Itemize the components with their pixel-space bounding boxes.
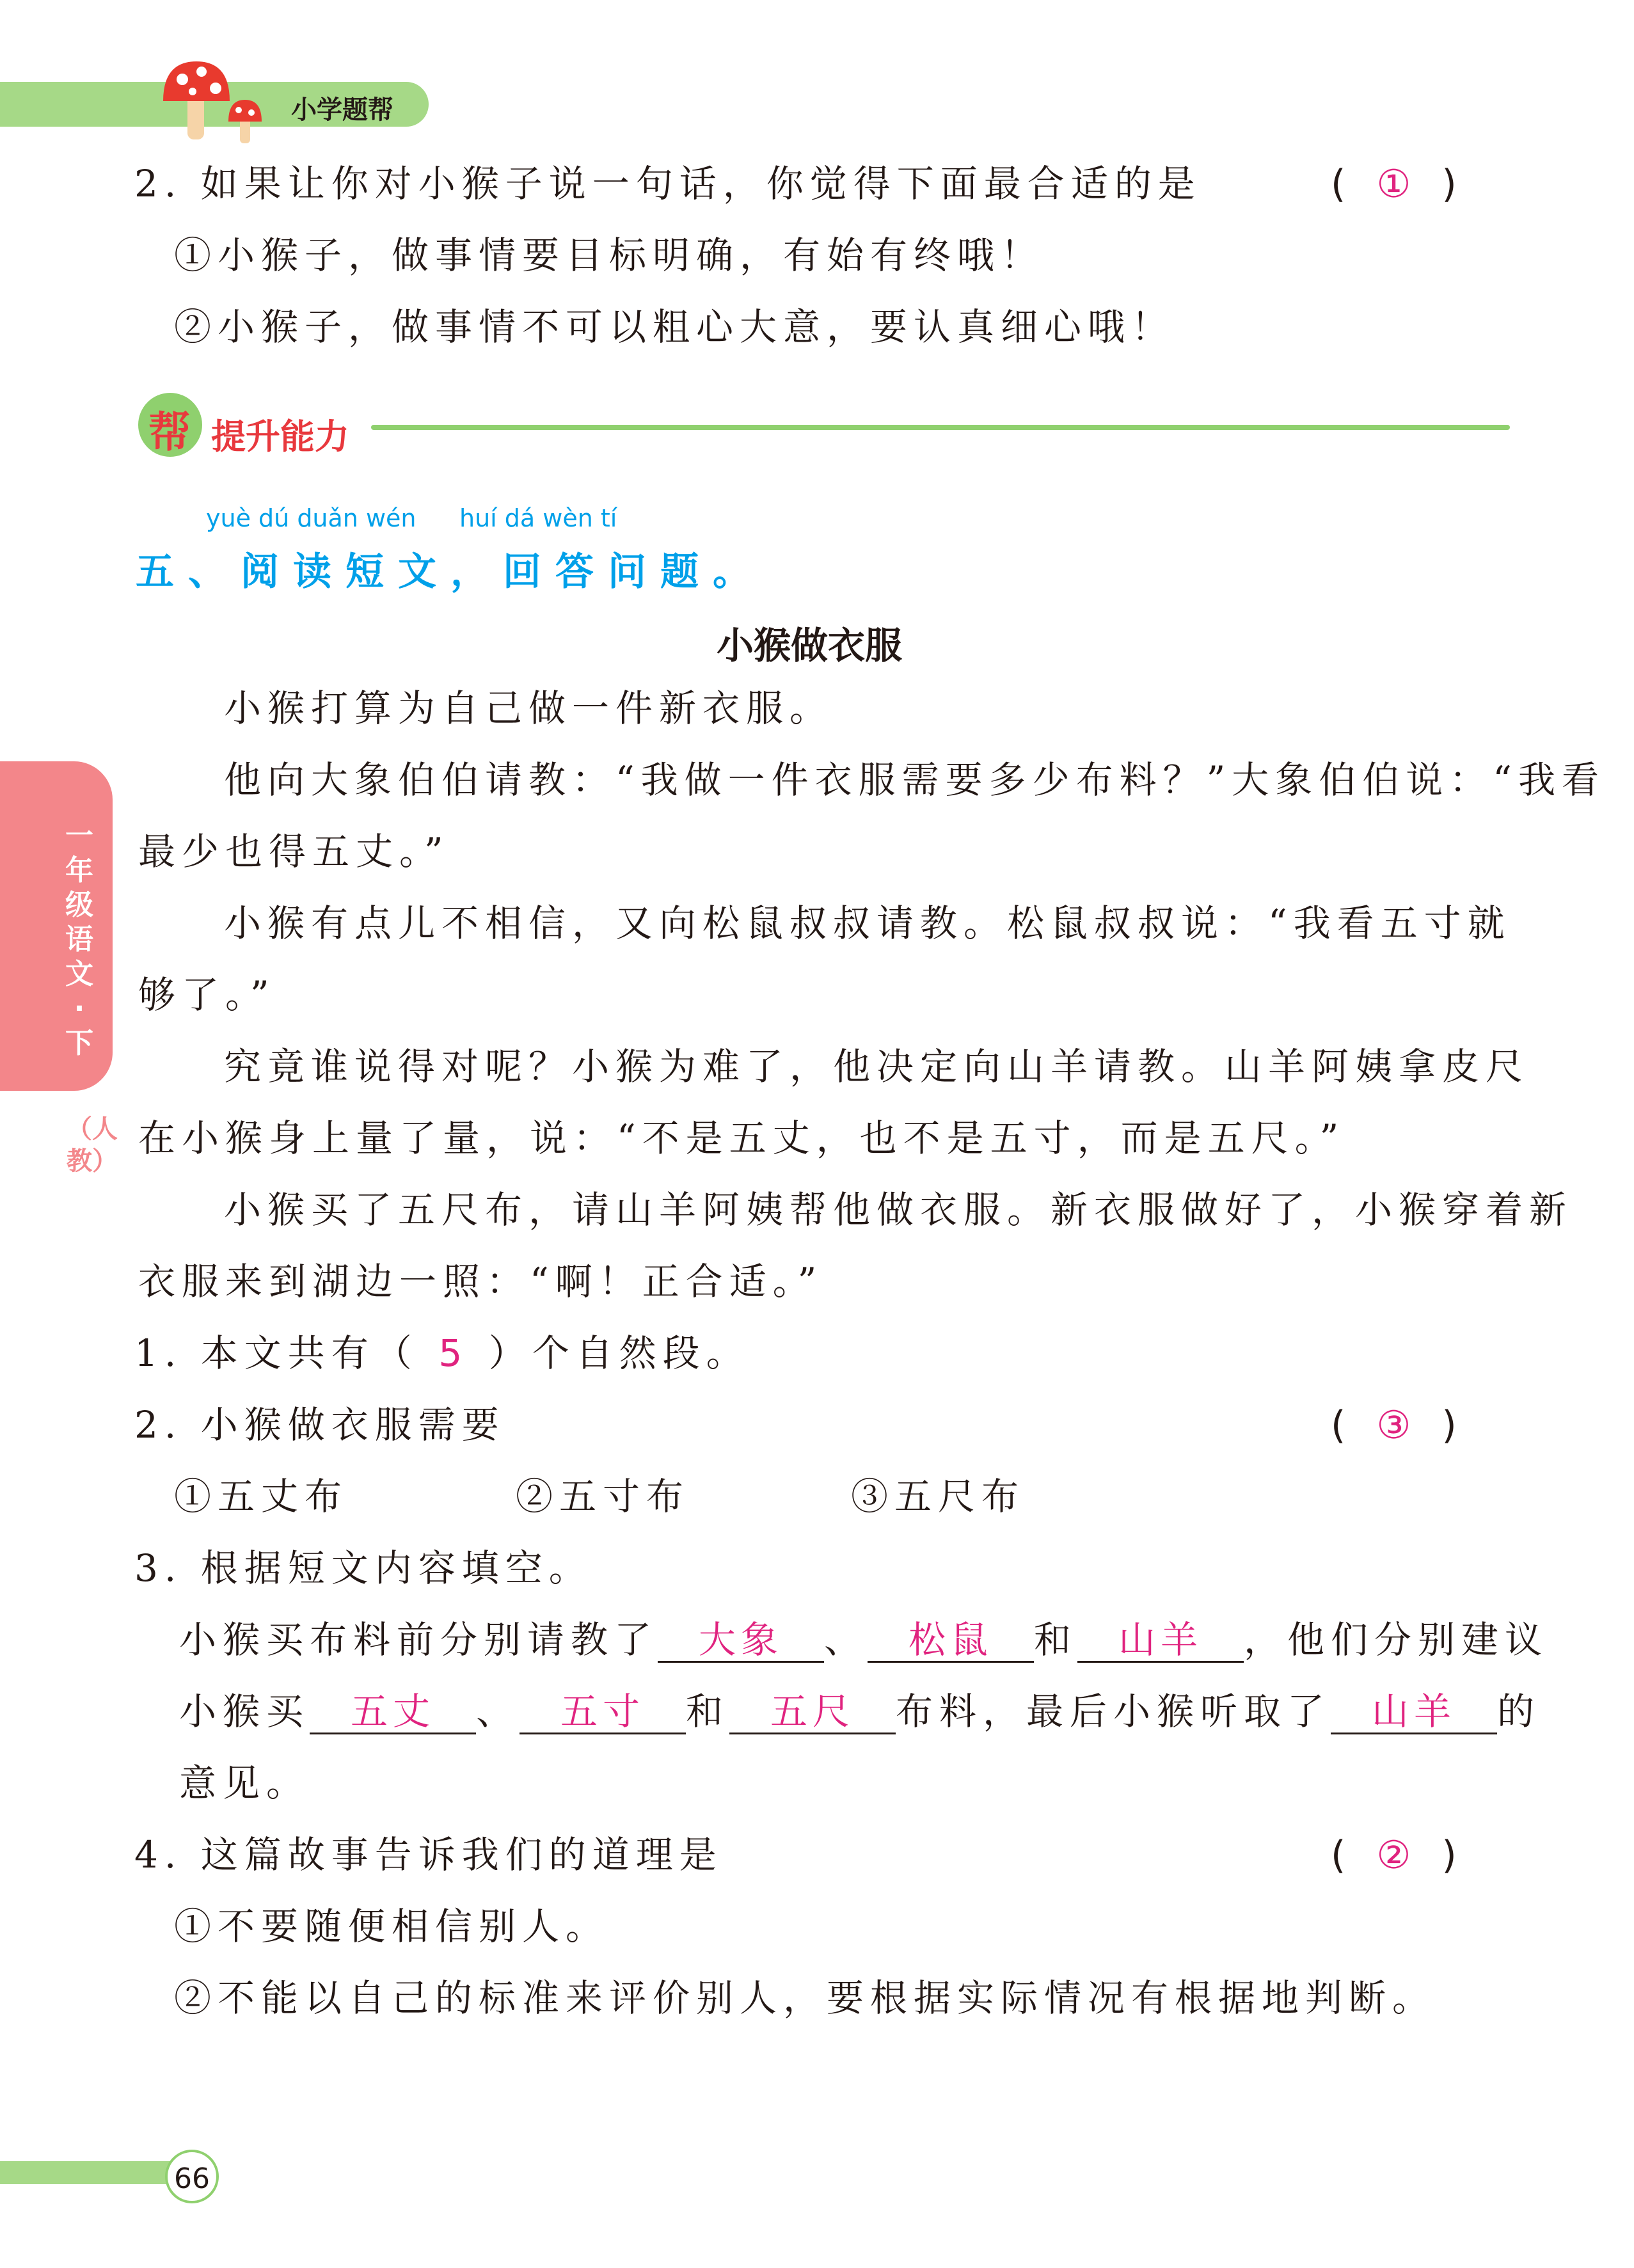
story-line: 小猴有点儿不相信，又向松鼠叔叔请教。松鼠叔叔说：“我看五寸就 [224,901,1511,945]
story-line: 究竟谁说得对呢？小猴为难了，他决定向山羊请教。山羊阿姨拿皮尺 [224,1045,1530,1088]
story-line: 在小猴身上量了量，说：“不是五丈，也不是五寸，而是五尺。” [138,1116,1345,1160]
question-3: 3. 根据短文内容填空。 [134,1546,592,1590]
answer-paren: ( ① ) [1331,162,1457,207]
story-line: 小猴买了五尺布，请山羊阿姨帮他做衣服。新衣服做好了，小猴穿着新 [224,1188,1573,1232]
option: ②五寸布 [516,1475,690,1518]
side-tab-edition: （人教） [67,1114,118,1176]
option: ①五丈布 [174,1475,349,1518]
story-line: 他向大象伯伯请教：“我做一件衣服需要多少布料？”大象伯伯说：“我看 [224,758,1605,802]
story-line: 够了。” [138,973,276,1017]
question-1: 1. 本文共有（ 5 ）个自然段。 [134,1331,750,1375]
side-tab-grade: 一年级语文·下 [65,820,93,1059]
blank: 山羊 [1077,1621,1244,1663]
side-tab [0,761,113,1091]
option: ②小猴子，做事情不可以粗心大意，要认真细心哦！ [174,305,1175,349]
fill-line-1: 小猴买布料前分别请教了 大象 、 松鼠 和 山羊 ，他们分别建议 [179,1618,1549,1661]
option: ①不要随便相信别人。 [174,1905,610,1948]
story-title: 小猴做衣服 [717,624,903,667]
option: ①小猴子，做事情要目标明确，有始有终哦！ [174,234,1045,277]
question-4: 4. 这篇故事告诉我们的道理是 [134,1833,723,1876]
part5-title: 五、阅读短文，回答问题。 [136,550,765,594]
option: ②不能以自己的标准来评价别人，要根据实际情况有根据地判断。 [174,1976,1436,2020]
pinyin-1: yuè dú duǎn wén [206,504,416,532]
story-line: 衣服来到湖边一照：“啊！正合适。” [138,1260,823,1303]
answer: ② [1376,1833,1411,1878]
fill-line-3: 意见。 [179,1761,310,1805]
story-line: 小猴打算为自己做一件新衣服。 [224,686,834,730]
section-rule [371,425,1510,430]
blank: 大象 [658,1621,824,1663]
blank: 山羊 [1331,1693,1497,1734]
blank: 五尺 [729,1693,896,1734]
prev-question-2: 2. 如果让你对小猴子说一句话，你觉得下面最合适的是 [134,162,1202,205]
footer-bar [0,2161,192,2184]
fill-line-2: 小猴买 五丈 、 五寸 和 五尺 布料，最后小猴听取了 山羊 的 [179,1690,1541,1733]
answer: ① [1376,162,1411,207]
answer-paren: ( ② ) [1331,1833,1457,1878]
story-line: 最少也得五丈。” [138,830,450,873]
question-2: 2. 小猴做衣服需要 [134,1403,505,1447]
blank: 五丈 [310,1693,476,1734]
blank: 松鼠 [868,1621,1034,1663]
section-title: 提升能力 [211,416,349,457]
section-badge-text: 帮 [148,408,191,457]
header-label: 小学题帮 [291,95,393,125]
pinyin-2: huí dá wèn tí [459,504,617,532]
answer: 5 [438,1331,469,1375]
option: ③五尺布 [851,1475,1026,1518]
answer-paren: ( ③ ) [1331,1403,1457,1448]
blank: 五寸 [520,1693,686,1734]
page-number: 66 [174,2162,210,2195]
answer: ③ [1376,1403,1411,1448]
mushroom-icon [157,56,278,146]
